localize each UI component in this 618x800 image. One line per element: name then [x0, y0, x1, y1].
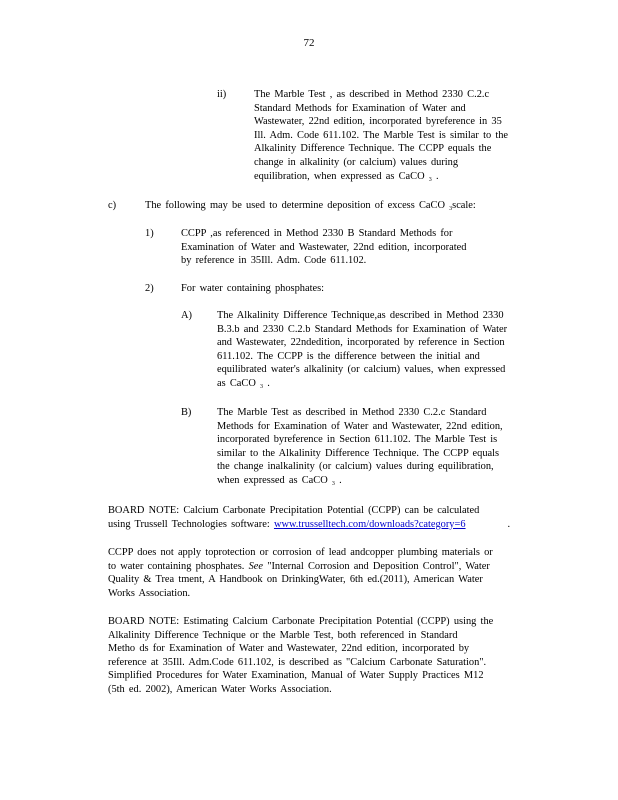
- subscript: 3: [331, 480, 335, 487]
- text-line: The Marble Test as described in Method 2330 C.2.c Standard: [217, 407, 487, 418]
- item-A-text: [217, 309, 507, 391]
- text-line: BOARD NOTE: Estimating Calcium Carbonate Precipitation Potential (CCPP) using the: [108, 616, 494, 627]
- text-line: B.3.b and 2330 C.2.b Standard Methods for Examination of Water: [217, 323, 508, 335]
- text-fragment: .: [436, 170, 439, 182]
- text-fragment: equilibration, when expressed as CaCO: [254, 170, 425, 182]
- item-c-label: c): [108, 200, 117, 211]
- item-A-label: A): [181, 310, 192, 321]
- item-1-text: [181, 227, 466, 268]
- text-line: Quality & Trea tment, A Handbook on DrinkingWater, 6th ed.(2011), American Water: [108, 574, 483, 586]
- item-2-label: 2): [145, 283, 154, 294]
- ccpp-note: [108, 546, 493, 600]
- text-line: [108, 560, 493, 574]
- item-B-label: B): [181, 407, 192, 418]
- text-line: Simplified Procedures for Water Examination, Manual of Water Supply Practices M12: [108, 670, 484, 682]
- text-line: by reference in 35Ill. Adm. Code 611.102.: [181, 255, 367, 267]
- text-line: CCPP does not apply toprotection or corrosion of lead andcopper plumbing materials or: [108, 547, 493, 558]
- text-line: Alkalinity Difference Technique or the Marble Test, both referenced in Standard: [108, 629, 458, 641]
- item-2-text: For water containing phosphates:: [181, 283, 325, 294]
- text-line: change in alkalinity (or calcium) values during: [254, 156, 459, 168]
- text-line: Standard Methods for Examination of Water and: [254, 102, 466, 114]
- text-line: the change inalkalinity (or calcium) values during equilibration,: [217, 461, 494, 473]
- board-note-1: [108, 504, 510, 531]
- item-B-text: [217, 406, 503, 488]
- text-line: [217, 377, 507, 391]
- text-line: CCPP ,as referenced in Method 2330 B Standard Methods for: [181, 228, 453, 239]
- text-line: Works Association.: [108, 587, 191, 599]
- text-line: and Wastewater, 22ndedition, incorporated by reference in Section: [217, 337, 505, 349]
- text-fragment: The following may be used to determine deposition of excess CaCO: [145, 200, 445, 211]
- text-fragment: .: [267, 377, 270, 389]
- text-fragment: to water containing phosphates.: [108, 560, 249, 572]
- text-fragment: using Trussell Technologies software:: [108, 518, 274, 530]
- item-ii-text: [254, 88, 508, 183]
- text-line: Ill. Adm. Code 611.102. The Marble Test is similar to the: [254, 129, 509, 141]
- text-line: Wastewater, 22nd edition, incorporated byreference in 35: [254, 116, 502, 128]
- item-c-text: [145, 199, 476, 213]
- text-line: Metho ds for Examination of Water and Wastewater, 22nd edition, incorporated by: [108, 643, 470, 655]
- subscript: 3: [260, 383, 264, 390]
- text-line: Methods for Examination of Water and Wastewater, 22nd edition,: [217, 420, 503, 432]
- text-line: 611.102. The CCPP is the difference between the initial and: [217, 350, 480, 362]
- text-fragment: .: [507, 518, 511, 530]
- text-line: [145, 199, 476, 213]
- text-line: [217, 474, 503, 488]
- text-line: [254, 170, 508, 184]
- subscript: 3: [428, 176, 432, 183]
- item-1-label: 1): [145, 228, 154, 239]
- subscript: 3: [449, 206, 453, 212]
- item-ii-label: ii): [217, 89, 227, 100]
- text-fragment: as CaCO: [217, 377, 256, 389]
- text-line: incorporated byreference in Section 611.102. The Marble Test is: [217, 434, 498, 446]
- text-line: [108, 518, 510, 532]
- text-line: similar to the Alkalinity Difference Technique. The CCPP equals: [217, 447, 500, 459]
- text-fragment: when expressed as CaCO: [217, 474, 328, 486]
- board-note-3: [108, 615, 493, 697]
- text-line: equilibrated water's alkalinity (or calcium) values, when expressed: [217, 364, 506, 376]
- text-line: reference at 35Ill. Adm.Code 611.102, is described as "Calcium Carbonate Saturation".: [108, 656, 487, 668]
- text-fragment: .: [339, 474, 342, 486]
- text-fragment: "Internal Corrosion and Deposition Control", Water: [263, 560, 490, 572]
- trussell-link[interactable]: www.trusselltech.com/downloads?category=6: [273, 518, 466, 530]
- text-line: Alkalinity Difference Technique. The CCPP equals the: [254, 143, 492, 155]
- text-line: Examination of Water and Wastewater, 22nd edition, incorporated: [181, 241, 467, 253]
- text-line: The Alkalinity Difference Technique,as described in Method 2330: [217, 310, 504, 321]
- text-fragment: scale:: [452, 200, 476, 211]
- text-line: The Marble Test , as described in Method 2330 C.2.c: [254, 89, 490, 100]
- text-line: BOARD NOTE: Calcium Carbonate Precipitation Potential (CCPP) can be calculated: [108, 505, 480, 516]
- see-italic: See: [248, 560, 264, 572]
- text-line: (5th ed. 2002), American Water Works Association.: [108, 683, 332, 695]
- page-number: 72: [303, 37, 315, 49]
